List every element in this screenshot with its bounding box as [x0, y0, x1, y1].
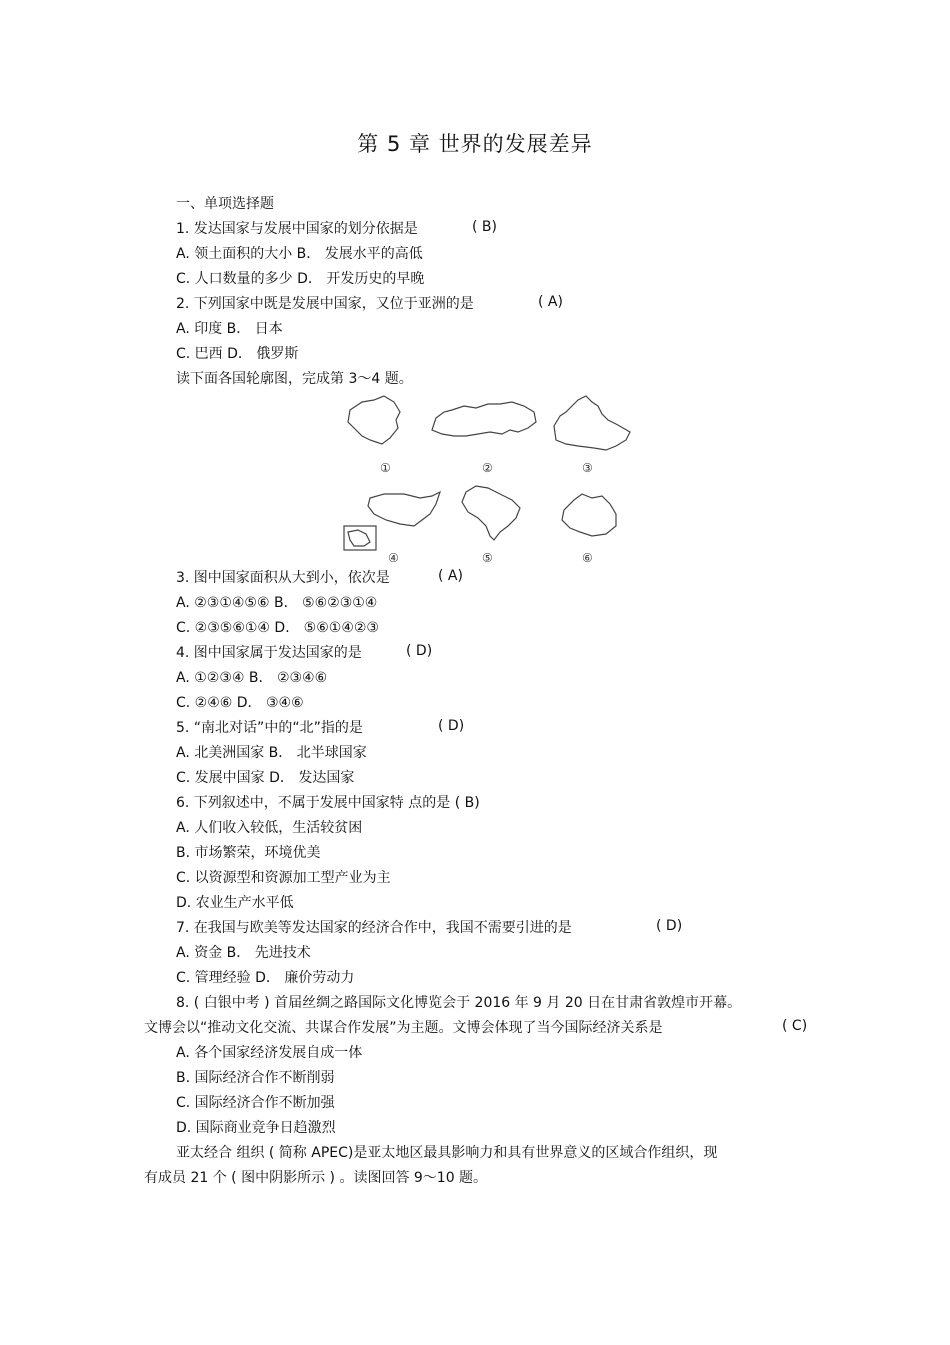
figure-label-5: ⑤ — [482, 551, 493, 565]
question-6-stem: 6. 下列叙述中，不属于发展中国家特 点的是 ( B) — [176, 795, 480, 811]
alaska-outline — [348, 530, 370, 546]
question-3-answer: ( A) — [438, 568, 463, 584]
question-6-option-d: D. 农业生产水平低 — [176, 895, 294, 911]
australia-outline — [562, 494, 616, 536]
question-1-option-ab: A. 领土面积的大小 B． 发展水平的高低 — [176, 246, 423, 262]
question-5-option-ab: A. 北美洲国家 B． 北半球国家 — [176, 745, 367, 761]
russia-outline — [432, 402, 536, 436]
question-1-answer: ( B) — [472, 219, 497, 235]
question-5-stem: 5. “南北对话”中的“北”指的是 — [176, 720, 363, 736]
figure-label-4: ④ — [388, 551, 399, 565]
questions-9-10-lead-line1: 亚太经合 组织 ( 简称 APEC)是亚太地区最具影响力和具有世界意义的区域合作组织，现 — [176, 1145, 718, 1161]
questions-3-4-lead: 读下面各国轮廓图，完成第 3～4 题。 — [176, 371, 413, 387]
figure-label-3: ③ — [582, 461, 593, 475]
question-7-option-cd: C. 管理经验 D． 廉价劳动力 — [176, 970, 355, 986]
question-2-option-cd: C. 巴西 D． 俄罗斯 — [176, 346, 299, 362]
question-7-stem: 7. 在我国与欧美等发达国家的经济合作中，我国不需要引进的是 — [176, 920, 572, 936]
question-5-option-cd: C. 发展中国家 D． 发达国家 — [176, 770, 355, 786]
section-heading: 一、单项选择题 — [176, 196, 274, 212]
question-8-option-b: B. 国际经济合作不断削弱 — [176, 1070, 335, 1086]
figure-label-6: ⑥ — [582, 551, 593, 565]
question-7-option-ab: A. 资金 B． 先进技术 — [176, 945, 311, 961]
question-3-option-ab: A. ②③①④⑤⑥ B． ⑤⑥②③①④ — [176, 595, 378, 611]
question-4-stem: 4. 图中国家属于发达国家的是 — [176, 645, 362, 661]
question-6-option-a: A. 人们收入较低，生活较贫困 — [176, 820, 363, 836]
figure-label-2: ② — [482, 461, 493, 475]
question-1-stem: 1. 发达国家与发展中国家的划分依据是 — [176, 221, 418, 237]
question-8-option-a: A. 各个国家经济发展自成一体 — [176, 1045, 363, 1061]
country-outlines-svg — [340, 392, 640, 567]
brazil-outline — [462, 486, 520, 540]
canada-outline — [554, 396, 630, 450]
question-4-option-ab: A. ①②③④ B． ②③④⑥ — [176, 670, 328, 686]
question-6-option-b: B. 市场繁荣，环境优美 — [176, 845, 321, 861]
question-8-stem-line2: 文博会以“推动文化交流、共谋合作发展”为主题。文博会体现了当今国际经济关系是 — [144, 1020, 663, 1036]
questions-9-10-lead-line2: 有成员 21 个 ( 图中阴影所示 ) 。读图回答 9～10 题。 — [144, 1170, 488, 1186]
question-8-stem-line1: 8. ( 白银中考 ) 首届丝绸之路国际文化博览会于 2016 年 9 月 20 日在甘肃省敦煌市开幕。 — [176, 995, 742, 1011]
page-title: 第 5 章 世界的发展差异 — [357, 132, 593, 156]
usa-outline — [368, 492, 440, 526]
question-7-answer: ( D) — [656, 918, 683, 934]
question-3-option-cd: C. ②③⑤⑥①④ D． ⑤⑥①④②③ — [176, 620, 379, 636]
question-6-option-c: C. 以资源型和资源加工型产业为主 — [176, 870, 391, 886]
question-8-answer: ( C) — [782, 1018, 808, 1034]
question-3-stem: 3. 图中国家面积从大到小，依次是 — [176, 570, 390, 586]
question-4-answer: ( D) — [406, 643, 433, 659]
question-5-answer: ( D) — [438, 718, 465, 734]
question-2-option-ab: A. 印度 B． 日本 — [176, 321, 283, 337]
country-outline-figure — [340, 392, 640, 567]
question-1-option-cd: C. 人口数量的多少 D． 开发历史的早晚 — [176, 271, 425, 287]
question-8-option-d: D. 国际商业竞争日趋激烈 — [176, 1120, 336, 1136]
question-2-answer: ( A) — [538, 294, 563, 310]
question-2-stem: 2. 下列国家中既是发展中国家，又位于亚洲的是 — [176, 296, 474, 312]
china-outline — [348, 396, 400, 444]
question-8-option-c: C. 国际经济合作不断加强 — [176, 1095, 335, 1111]
figure-label-1: ① — [380, 461, 391, 475]
question-4-option-cd: C. ②④⑥ D． ③④⑥ — [176, 695, 304, 711]
